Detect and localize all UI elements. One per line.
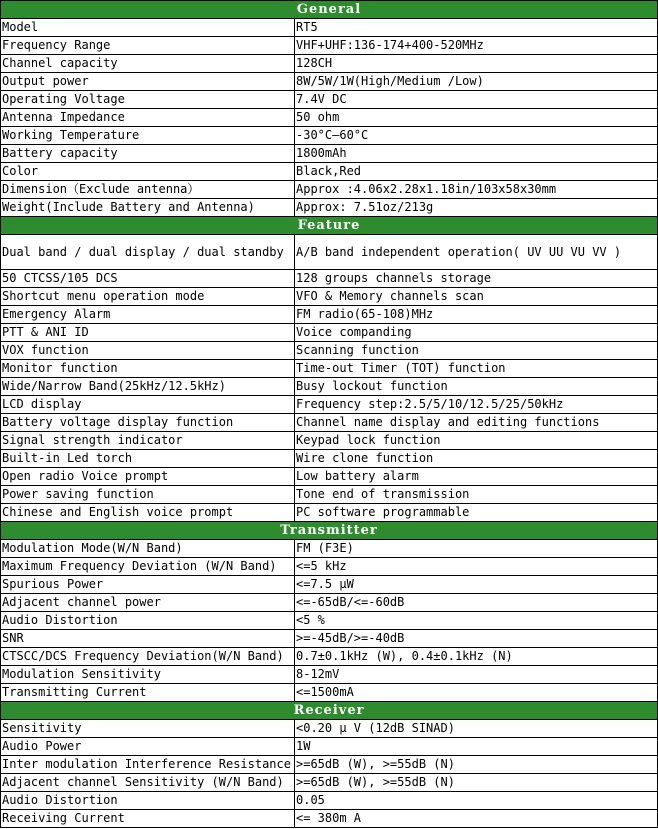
- spec-label: Audio Distortion: [1, 792, 295, 810]
- table-row: [1, 342, 658, 360]
- table-row: [1, 684, 658, 702]
- table-row: [1, 540, 658, 558]
- table-row: [1, 73, 658, 91]
- table-row: [1, 19, 658, 37]
- spec-label: Shortcut menu operation mode: [1, 288, 295, 306]
- spec-value: PC software programmable: [295, 504, 658, 522]
- section-header-feature: [1, 217, 658, 235]
- spec-label: Dual band / dual display / dual standby: [1, 235, 295, 270]
- spec-label: Battery voltage display function: [1, 414, 295, 432]
- spec-value: Tone end of transmission: [295, 486, 658, 504]
- spec-value: Scanning function: [295, 342, 658, 360]
- spec-label: Inter modulation Interference Resistance: [1, 756, 295, 774]
- table-row: [1, 324, 658, 342]
- table-row: [1, 55, 658, 73]
- spec-value: >=65dB (W), >=55dB (N): [295, 756, 658, 774]
- spec-label: Built-in Led torch: [1, 450, 295, 468]
- spec-value: 1800mAh: [295, 145, 658, 163]
- spec-value: VFO & Memory channels scan: [295, 288, 658, 306]
- table-row: [1, 756, 658, 774]
- spec-label: Working Temperature: [1, 127, 295, 145]
- spec-value: >=-45dB/>=-40dB: [295, 630, 658, 648]
- table-row: [1, 468, 658, 486]
- spec-label: Battery capacity: [1, 145, 295, 163]
- table-row: [1, 648, 658, 666]
- spec-value: FM (F3E): [295, 540, 658, 558]
- spec-label: VOX function: [1, 342, 295, 360]
- table-row: [1, 774, 658, 792]
- table-row: [1, 163, 658, 181]
- spec-label: Color: [1, 163, 295, 181]
- spec-value: Time-out Timer (TOT) function: [295, 360, 658, 378]
- table-row: [1, 450, 658, 468]
- table-row: [1, 181, 658, 199]
- spec-value: Wire clone function: [295, 450, 658, 468]
- spec-value: -30°C—60°C: [295, 127, 658, 145]
- spec-value: 8-12mV: [295, 666, 658, 684]
- spec-label: SNR: [1, 630, 295, 648]
- table-row: [1, 432, 658, 450]
- spec-value: Frequency step:2.5/5/10/12.5/25/50kHz: [295, 396, 658, 414]
- spec-label: Open radio Voice prompt: [1, 468, 295, 486]
- table-row: [1, 91, 658, 109]
- spec-label: Channel capacity: [1, 55, 295, 73]
- spec-label: LCD display: [1, 396, 295, 414]
- spec-label: Output power: [1, 73, 295, 91]
- table-row: [1, 810, 658, 828]
- spec-label: Audio Power: [1, 738, 295, 756]
- spec-value: FM radio(65-108)MHz: [295, 306, 658, 324]
- table-row: [1, 270, 658, 288]
- spec-value: <5 %: [295, 612, 658, 630]
- spec-label: Power saving function: [1, 486, 295, 504]
- table-row: [1, 199, 658, 217]
- spec-value: <0.20 μ V (12dB SINAD): [295, 720, 658, 738]
- table-row: [1, 594, 658, 612]
- table-row: [1, 558, 658, 576]
- table-row: [1, 414, 658, 432]
- table-row: [1, 486, 658, 504]
- spec-value: Approx: 7.51oz/213g: [295, 199, 658, 217]
- table-row: [1, 288, 658, 306]
- spec-value: 50 ohm: [295, 109, 658, 127]
- spec-value: 8W/5W/1W(High/Medium /Low): [295, 73, 658, 91]
- spec-label: Antenna Impedance: [1, 109, 295, 127]
- spec-value: Low battery alarm: [295, 468, 658, 486]
- table-row: [1, 666, 658, 684]
- table-row: [1, 37, 658, 55]
- spec-label: Frequency Range: [1, 37, 295, 55]
- spec-value: Voice companding: [295, 324, 658, 342]
- spec-label: Maximum Frequency Deviation (W/N Band): [1, 558, 295, 576]
- table-row: [1, 145, 658, 163]
- section-header-receiver: [1, 702, 658, 720]
- spec-value: >=65dB (W), >=55dB (N): [295, 774, 658, 792]
- spec-label: Audio Distortion: [1, 612, 295, 630]
- spec-value: RT5: [295, 19, 658, 37]
- spec-label: Adjacent channel Sensitivity (W/N Band): [1, 774, 295, 792]
- section-title: Receiver: [1, 702, 658, 720]
- spec-value: 128 groups channels storage: [295, 270, 658, 288]
- spec-label: Chinese and English voice prompt: [1, 504, 295, 522]
- spec-value: Keypad lock function: [295, 432, 658, 450]
- spec-label: Receiving Current: [1, 810, 295, 828]
- spec-value: Black,Red: [295, 163, 658, 181]
- section-header-general: [1, 1, 658, 19]
- spec-label: Spurious Power: [1, 576, 295, 594]
- table-row: [1, 576, 658, 594]
- spec-label: Emergency Alarm: [1, 306, 295, 324]
- spec-label: Modulation Mode(W/N Band): [1, 540, 295, 558]
- spec-label: CTSCC/DCS Frequency Deviation(W/N Band): [1, 648, 295, 666]
- spec-label: Sensitivity: [1, 720, 295, 738]
- spec-label: Weight(Include Battery and Antenna): [1, 199, 295, 217]
- spec-value: 0.05: [295, 792, 658, 810]
- spec-value: <= 380m A: [295, 810, 658, 828]
- table-row: [1, 235, 658, 270]
- section-title: Feature: [1, 217, 658, 235]
- table-row: [1, 792, 658, 810]
- spec-value: <=1500mA: [295, 684, 658, 702]
- table-row: [1, 306, 658, 324]
- spec-label: Operating Voltage: [1, 91, 295, 109]
- table-row: [1, 738, 658, 756]
- spec-value: <=7.5 μW: [295, 576, 658, 594]
- spec-value: 128CH: [295, 55, 658, 73]
- table-row: [1, 127, 658, 145]
- spec-value: <=-65dB/<=-60dB: [295, 594, 658, 612]
- spec-value: VHF+UHF:136-174+400-520MHz: [295, 37, 658, 55]
- spec-value: Channel name display and editing functions: [295, 414, 658, 432]
- spec-value: Approx :4.06x2.28x1.18in/103x58x30mm: [295, 181, 658, 199]
- spec-label: Modulation Sensitivity: [1, 666, 295, 684]
- table-row: [1, 378, 658, 396]
- spec-label: Adjacent channel power: [1, 594, 295, 612]
- table-row: [1, 360, 658, 378]
- spec-label: PTT & ANI ID: [1, 324, 295, 342]
- section-header-transmitter: [1, 522, 658, 540]
- spec-label: Monitor function: [1, 360, 295, 378]
- spec-value: Busy lockout function: [295, 378, 658, 396]
- table-row: [1, 396, 658, 414]
- spec-table-body: [1, 1, 658, 828]
- spec-label: Transmitting Current: [1, 684, 295, 702]
- table-row: [1, 504, 658, 522]
- spec-value: <=5 kHz: [295, 558, 658, 576]
- spec-label: 50 CTCSS/105 DCS: [1, 270, 295, 288]
- spec-value: 1W: [295, 738, 658, 756]
- spec-value: 0.7±0.1kHz (W), 0.4±0.1kHz (N): [295, 648, 658, 666]
- section-title: General: [1, 1, 658, 19]
- spec-label: Signal strength indicator: [1, 432, 295, 450]
- table-row: [1, 612, 658, 630]
- table-row: [1, 720, 658, 738]
- spec-label: Wide/Narrow Band(25kHz/12.5kHz): [1, 378, 295, 396]
- spec-value: A/B band independent operation( UV UU VU VV ): [295, 235, 658, 270]
- section-title: Transmitter: [1, 522, 658, 540]
- spec-label: Model: [1, 19, 295, 37]
- spec-label: Dimension（Exclude antenna）: [1, 181, 295, 199]
- table-row: [1, 109, 658, 127]
- table-row: [1, 630, 658, 648]
- spec-value: 7.4V DC: [295, 91, 658, 109]
